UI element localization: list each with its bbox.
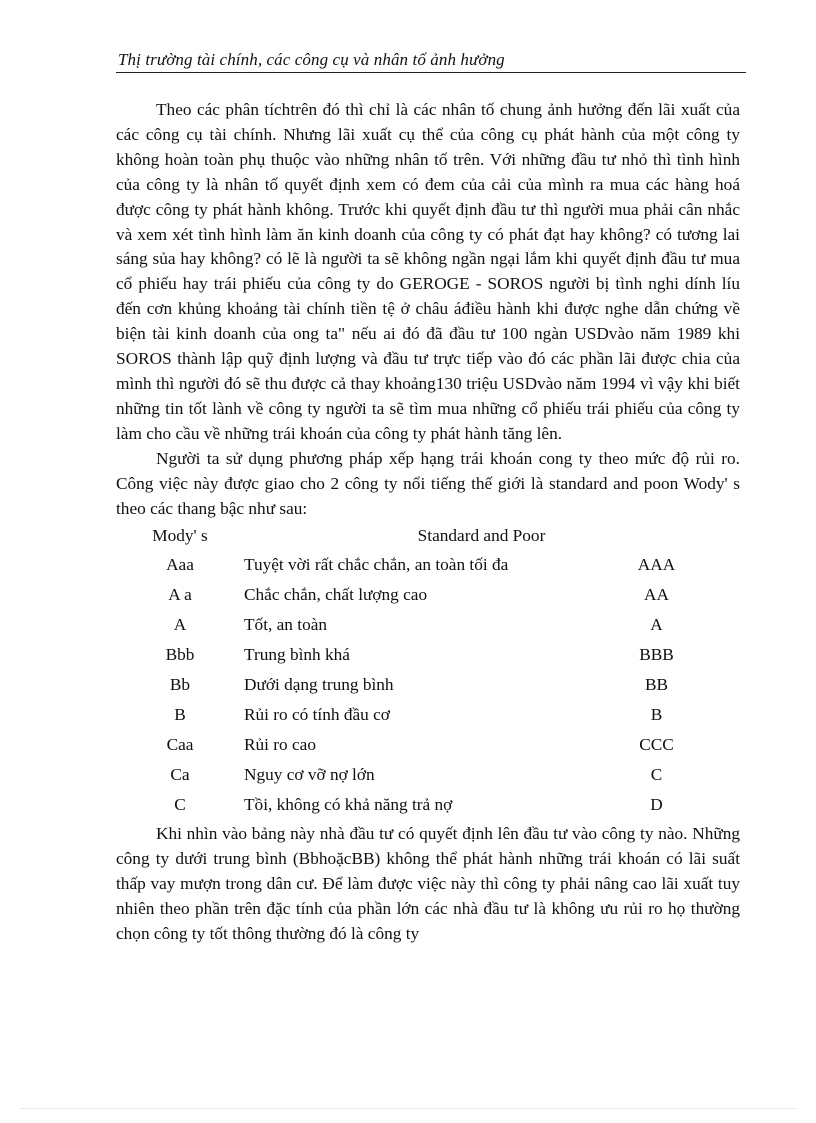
mody-rating: C bbox=[174, 794, 186, 814]
sp-rating: BB bbox=[644, 674, 669, 694]
sp-rating: AAA bbox=[637, 554, 676, 574]
table-row bbox=[116, 700, 719, 730]
mody-rating: Caa bbox=[166, 734, 194, 754]
rating-table bbox=[116, 523, 719, 820]
mody-rating: Aaa bbox=[166, 554, 194, 574]
page-header bbox=[116, 48, 746, 73]
rating-description: Nguy cơ vỡ nợ lớn bbox=[244, 764, 375, 784]
table-row bbox=[116, 730, 719, 760]
mody-rating: Bb bbox=[169, 674, 191, 694]
paragraph-conclusion: Khi nhìn vào bảng này nhà đầu tư có quyết định lên đầu tư vào công ty nào. Những công ty dưới trung bình (BbhoặcBB) không thể phát hành những trái khoán có lãi suất thấp vay mượn trong dân cư. Để làm được việc này thì công ty phải nâng cao lãi xuất tuy nhiên theo phần trên đặc tính của phần lớn các nhà đầu tư là không ưu rủi ro họ thường chọn công ty tốt thông thường đó là công ty bbox=[116, 824, 740, 944]
rating-description: Dưới dạng trung bình bbox=[244, 674, 394, 694]
sp-rating: D bbox=[650, 794, 663, 814]
sp-rating: C bbox=[650, 764, 663, 784]
table-row bbox=[116, 640, 719, 670]
mody-rating: Bbb bbox=[165, 644, 195, 664]
sp-rating: AA bbox=[644, 584, 669, 604]
table-row bbox=[116, 790, 719, 820]
rating-description: Trung bình khá bbox=[244, 644, 350, 664]
paragraph-rating-method: Người ta sử dụng phương pháp xếp hạng trái khoán cong ty theo mức độ rủi ro. Công việc này được giao cho 2 công ty nổi tiếng thế giới là standard and poon Wody' s theo các thang bậc như sau: bbox=[116, 448, 740, 518]
paragraph-analysis: Theo các phân tíchtrên đó thì chỉ là các nhân tố chung ảnh hưởng đến lãi xuất của các công cụ tài chính. Nhưng lãi xuất cụ thể của công cụ phát hành của một công ty không hoàn toàn phụ thuộc vào những nhân tố trên. Với những đầu tư nhỏ thì tình hình của công ty là nhân tố quyết định xem có đem của cải của mình ra mua các hàng hoá được công ty phát hành không. Trước khi quyết định đầu tư thì người mua phải cân nhắc và xem xét tình hình làm ăn kinh doanh của công ty có phát đạt hay không? có tương lai sáng sủa hay không? có lẽ là người ta sẽ không ngần ngại lắm khi quyết định đầu tư mua cổ phiếu hay trái phiếu của công ty do GEROGE - SOROS người bị tình nghi dính líu đến cơn khủng khoảng tài chính tiền tệ ở châu áđiều hành khi được nghe dẫn chứng về biện tài kinh doanh của ong ta" nếu ai đó đã đầu tư 100 ngàn USDvào năm 1989 khi SOROS thành lập quỹ định lượng và đầu tư trực tiếp vào đó các phần lãi được chia của mình thì người đó sẽ thu được cả thay khoảng130 triệu USDvào năm 1994 vì vậy khi biết những tin tốt lành về công ty người ta sẽ tìm mua những cổ phiếu trái phiếu của công ty làm cho cầu về những trái khoán của công ty phát hành tăng lên. bbox=[116, 100, 740, 443]
mody-rating: A a bbox=[168, 584, 192, 604]
table-row bbox=[116, 670, 719, 700]
header-standard-poor: Standard and Poor bbox=[417, 526, 546, 546]
page-bottom-divider bbox=[20, 1108, 796, 1109]
mody-rating: Ca bbox=[170, 764, 190, 784]
table-row bbox=[116, 610, 719, 640]
table-row bbox=[116, 580, 719, 610]
header-title: Thị trường tài chính, các công cụ và nhân tố ảnh hưởng bbox=[118, 50, 505, 69]
rating-table-header bbox=[116, 523, 719, 550]
mody-rating: B bbox=[174, 704, 186, 724]
header-mody: Mody' s bbox=[152, 526, 208, 546]
rating-description: Chắc chắn, chất lượng cao bbox=[244, 584, 428, 604]
document-body bbox=[116, 98, 740, 947]
sp-rating: BBB bbox=[639, 644, 674, 664]
mody-rating: A bbox=[173, 614, 187, 634]
rating-description: Rủi ro có tính đầu cơ bbox=[244, 704, 390, 724]
rating-description: Tồi, không có khả năng trả nợ bbox=[244, 794, 453, 814]
sp-rating: A bbox=[650, 614, 663, 634]
sp-rating: B bbox=[650, 704, 663, 724]
table-row bbox=[116, 760, 719, 790]
rating-description: Rủi ro cao bbox=[244, 734, 316, 754]
table-row bbox=[116, 550, 719, 580]
rating-description: Tốt, an toàn bbox=[244, 614, 328, 634]
rating-description: Tuyệt vời rất chắc chắn, an toàn tối đa bbox=[244, 554, 509, 574]
sp-rating: CCC bbox=[639, 734, 674, 754]
